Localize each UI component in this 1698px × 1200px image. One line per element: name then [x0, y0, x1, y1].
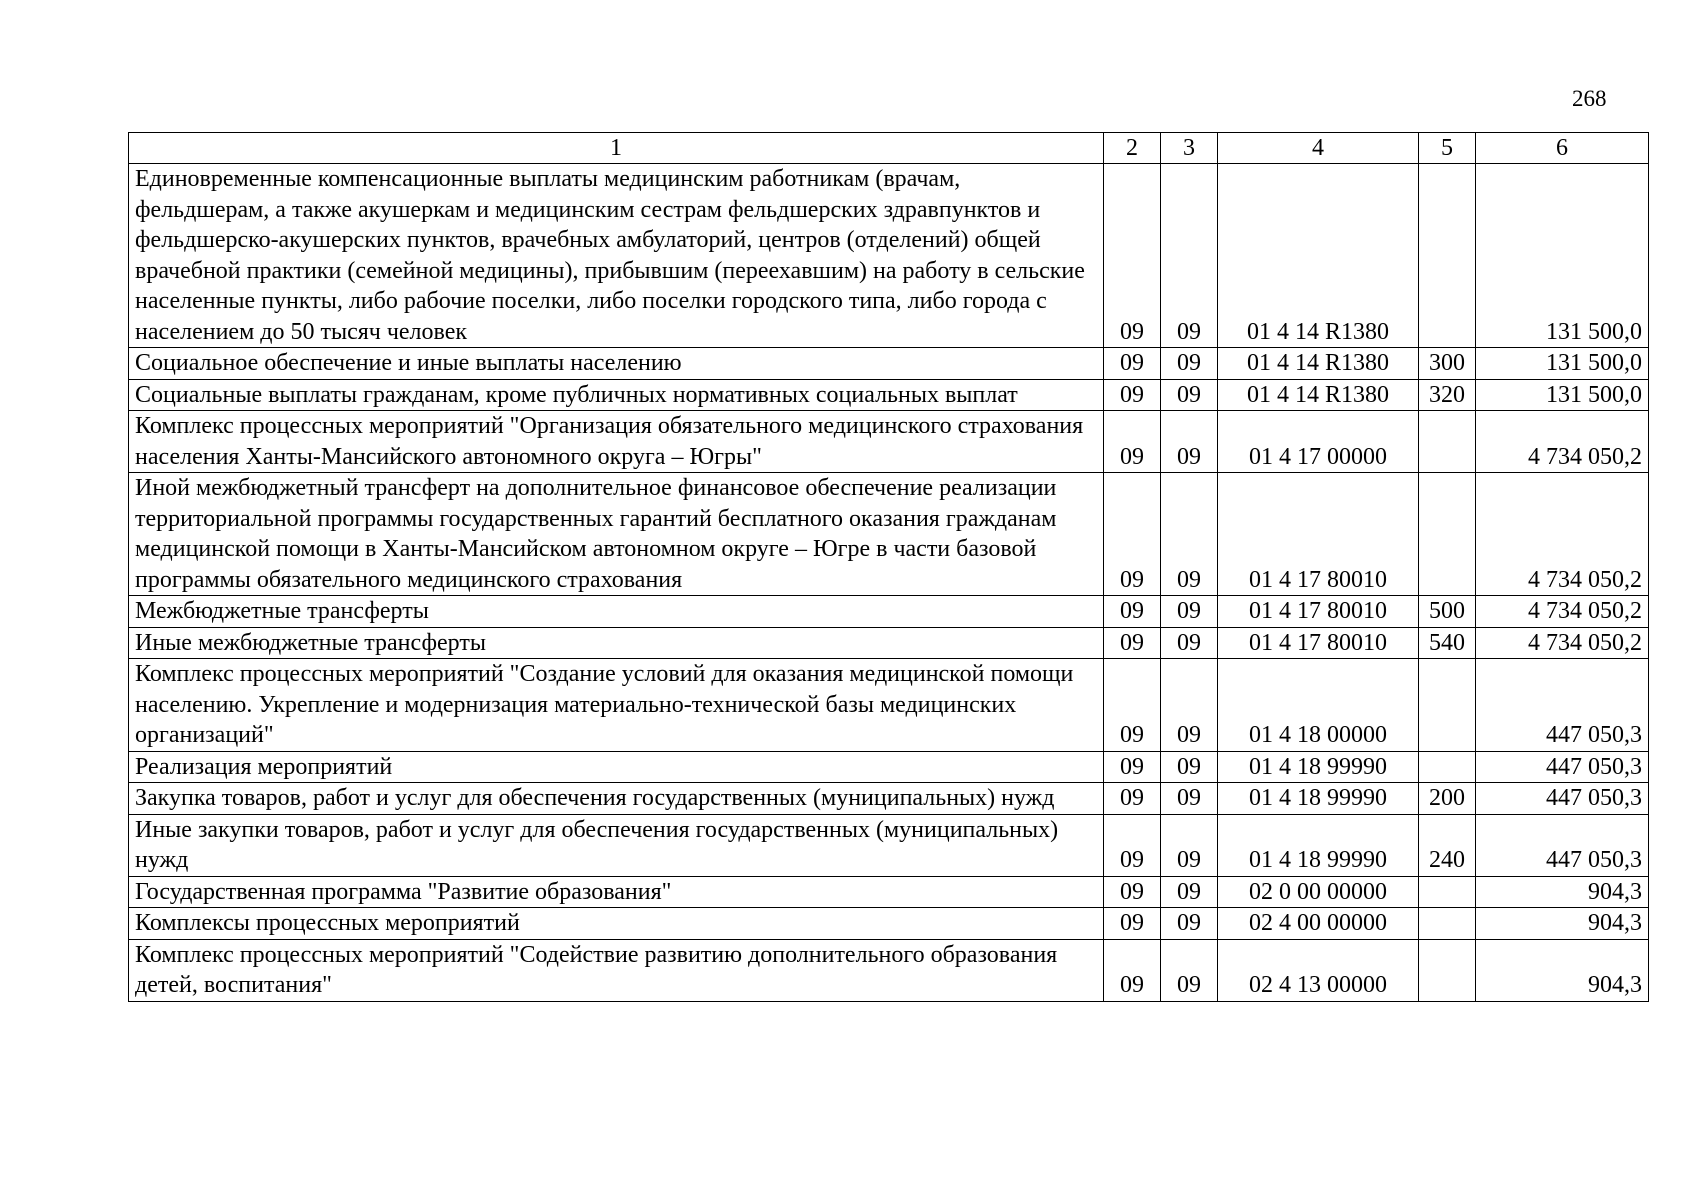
row-expense-type [1419, 659, 1476, 752]
row-description: Межбюджетные трансферты [129, 596, 1104, 628]
row-description: Социальное обеспечение и иные выплаты населению [129, 348, 1104, 380]
row-section-code: 09 [1104, 379, 1161, 411]
row-amount: 4 734 050,2 [1476, 627, 1649, 659]
row-section-code: 09 [1104, 814, 1161, 876]
row-amount: 447 050,3 [1476, 814, 1649, 876]
header-row [129, 133, 1649, 164]
row-subsection-code: 09 [1161, 876, 1218, 908]
row-description: Закупка товаров, работ и услуг для обеспечения государственных (муниципальных) нужд [129, 783, 1104, 815]
row-expense-type: 200 [1419, 783, 1476, 815]
row-description: Единовременные компенсационные выплаты медицинским работникам (врачам, фельдшерам, а также акушеркам и медицинским сестрам фельдшерских здравпунктов и фельдшерско-акушерских пунктов, врачебных амбулаторий, центров (отделений) общей врачебной практики (семейной медицины), прибывшим (переехавшим) на работу в сельские населенные пункты, либо рабочие поселки, либо поселки городского типа, либо города с населением до 50 тысяч человек [129, 164, 1104, 348]
table-row [129, 379, 1649, 411]
row-subsection-code: 09 [1161, 411, 1218, 473]
row-subsection-code: 09 [1161, 473, 1218, 596]
row-amount: 131 500,0 [1476, 379, 1649, 411]
table-row [129, 164, 1649, 348]
row-section-code: 09 [1104, 164, 1161, 348]
row-target-article: 01 4 14 R1380 [1218, 348, 1419, 380]
row-subsection-code: 09 [1161, 348, 1218, 380]
header-cell: 6 [1476, 133, 1649, 164]
row-description: Комплекс процессных мероприятий "Содействие развитию дополнительного образования детей, воспитания" [129, 939, 1104, 1001]
row-expense-type: 540 [1419, 627, 1476, 659]
row-section-code: 09 [1104, 939, 1161, 1001]
row-target-article: 02 0 00 00000 [1218, 876, 1419, 908]
table-row [129, 627, 1649, 659]
row-amount: 131 500,0 [1476, 164, 1649, 348]
row-subsection-code: 09 [1161, 596, 1218, 628]
table-row [129, 473, 1649, 596]
row-description: Иные закупки товаров, работ и услуг для обеспечения государственных (муниципальных) нужд [129, 814, 1104, 876]
row-expense-type: 320 [1419, 379, 1476, 411]
header-cell: 2 [1104, 133, 1161, 164]
row-target-article: 02 4 13 00000 [1218, 939, 1419, 1001]
row-expense-type [1419, 876, 1476, 908]
table-row [129, 939, 1649, 1001]
row-section-code: 09 [1104, 627, 1161, 659]
budget-table [128, 132, 1649, 1002]
row-amount: 904,3 [1476, 876, 1649, 908]
header-cell: 1 [129, 133, 1104, 164]
header-cell: 5 [1419, 133, 1476, 164]
row-target-article: 01 4 17 00000 [1218, 411, 1419, 473]
table-row [129, 751, 1649, 783]
table-row [129, 596, 1649, 628]
row-section-code: 09 [1104, 783, 1161, 815]
row-target-article: 02 4 00 00000 [1218, 908, 1419, 940]
row-expense-type: 300 [1419, 348, 1476, 380]
row-description: Комплекс процессных мероприятий "Организация обязательного медицинского страхования населения Ханты-Мансийского автономного округа – Югры" [129, 411, 1104, 473]
row-description: Реализация мероприятий [129, 751, 1104, 783]
row-subsection-code: 09 [1161, 379, 1218, 411]
table-row [129, 908, 1649, 940]
row-amount: 4 734 050,2 [1476, 596, 1649, 628]
row-description: Комплекс процессных мероприятий "Создание условий для оказания медицинской помощи населению. Укрепление и модернизация материально-технической базы медицинских организаций" [129, 659, 1104, 752]
row-expense-type [1419, 939, 1476, 1001]
table-row [129, 876, 1649, 908]
row-section-code: 09 [1104, 908, 1161, 940]
row-section-code: 09 [1104, 659, 1161, 752]
row-description: Иные межбюджетные трансферты [129, 627, 1104, 659]
row-section-code: 09 [1104, 596, 1161, 628]
row-target-article: 01 4 17 80010 [1218, 473, 1419, 596]
row-amount: 131 500,0 [1476, 348, 1649, 380]
row-expense-type: 240 [1419, 814, 1476, 876]
row-subsection-code: 09 [1161, 814, 1218, 876]
row-description: Иной межбюджетный трансферт на дополнительное финансовое обеспечение реализации территориальной программы государственных гарантий бесплатного оказания гражданам медицинской помощи в Ханты-Мансийском автономном округе – Югре в части базовой программы обязательного медицинского страхования [129, 473, 1104, 596]
header-cell: 4 [1218, 133, 1419, 164]
row-amount: 447 050,3 [1476, 783, 1649, 815]
row-target-article: 01 4 18 99990 [1218, 751, 1419, 783]
row-subsection-code: 09 [1161, 908, 1218, 940]
page-number: 268 [1572, 86, 1607, 111]
row-amount: 4 734 050,2 [1476, 473, 1649, 596]
row-expense-type: 500 [1419, 596, 1476, 628]
table-row [129, 411, 1649, 473]
row-target-article: 01 4 18 99990 [1218, 814, 1419, 876]
row-amount: 447 050,3 [1476, 751, 1649, 783]
row-expense-type [1419, 908, 1476, 940]
row-target-article: 01 4 18 00000 [1218, 659, 1419, 752]
row-target-article: 01 4 17 80010 [1218, 596, 1419, 628]
row-expense-type [1419, 473, 1476, 596]
row-description: Государственная программа "Развитие образования" [129, 876, 1104, 908]
table-row [129, 659, 1649, 752]
row-section-code: 09 [1104, 411, 1161, 473]
row-amount: 447 050,3 [1476, 659, 1649, 752]
row-expense-type [1419, 164, 1476, 348]
row-subsection-code: 09 [1161, 164, 1218, 348]
row-amount: 904,3 [1476, 939, 1649, 1001]
row-description: Комплексы процессных мероприятий [129, 908, 1104, 940]
row-target-article: 01 4 14 R1380 [1218, 379, 1419, 411]
row-section-code: 09 [1104, 348, 1161, 380]
table-row [129, 814, 1649, 876]
row-amount: 904,3 [1476, 908, 1649, 940]
row-target-article: 01 4 18 99990 [1218, 783, 1419, 815]
row-subsection-code: 09 [1161, 783, 1218, 815]
table-row [129, 783, 1649, 815]
row-target-article: 01 4 17 80010 [1218, 627, 1419, 659]
row-expense-type [1419, 411, 1476, 473]
row-subsection-code: 09 [1161, 627, 1218, 659]
row-amount: 4 734 050,2 [1476, 411, 1649, 473]
row-subsection-code: 09 [1161, 939, 1218, 1001]
row-section-code: 09 [1104, 876, 1161, 908]
header-cell: 3 [1161, 133, 1218, 164]
row-description: Социальные выплаты гражданам, кроме публичных нормативных социальных выплат [129, 379, 1104, 411]
table-row [129, 348, 1649, 380]
row-target-article: 01 4 14 R1380 [1218, 164, 1419, 348]
row-subsection-code: 09 [1161, 659, 1218, 752]
row-section-code: 09 [1104, 473, 1161, 596]
row-expense-type [1419, 751, 1476, 783]
row-subsection-code: 09 [1161, 751, 1218, 783]
row-section-code: 09 [1104, 751, 1161, 783]
